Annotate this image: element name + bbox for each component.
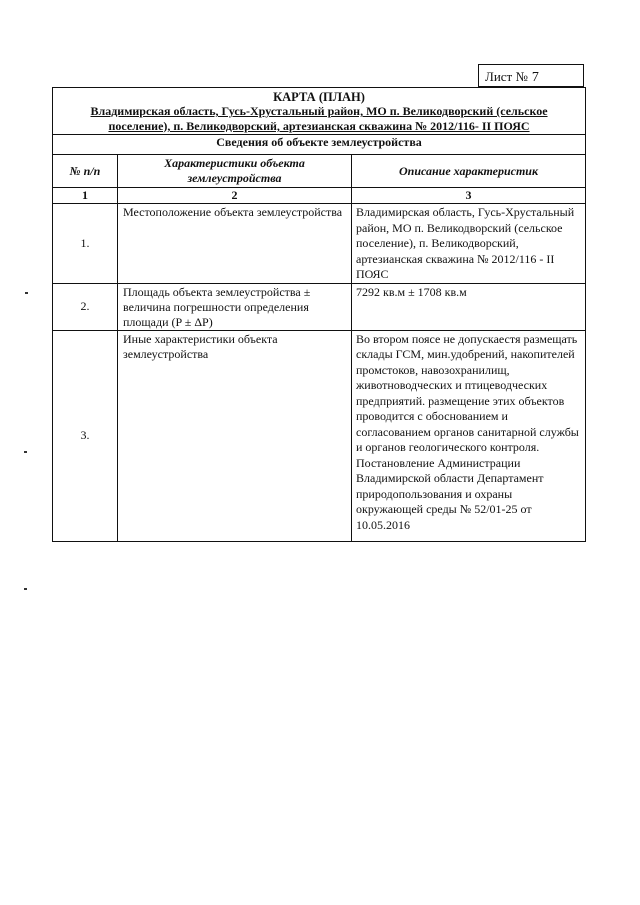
- sheet-number: 7: [531, 70, 539, 85]
- map-heading: КАРТА (ПЛАН): [273, 90, 365, 104]
- table-row: [53, 330, 586, 541]
- binding-hole-mark: [24, 588, 27, 590]
- sheet-label: Лист №: [485, 69, 528, 84]
- row-description: 7292 кв.м ± 1708 кв.м: [352, 283, 586, 330]
- row-description: Владимирская область, Гусь-Хрустальный район, МО п. Великодворский (сельское поселение), п. Великодворский, артезианская скважина № 2012/116 - II ПОЯС: [352, 204, 586, 284]
- table-row: [53, 283, 586, 330]
- row-characteristic: Местоположение объекта землеустройства: [118, 204, 352, 284]
- survey-table: [52, 87, 586, 542]
- row-description: Во втором поясе не допускаестя размещать склады ГСМ, мин.удобрений, накопителей промстоков, навозохранилищ, животноводческих и птицеводческих предприятий. размещение этих объектов проводится с обоснованием и согласованием органов санитарной службы и органов геологического контроля. Постановление Администрации Владимирской области Департамент природопользования и охраны окружающей среды № 52/01-25 от 10.05.2016: [352, 330, 586, 541]
- map-subtitle: Владимирская область, Гусь-Хрустальный район, МО п. Великодворский (сельское поселение), п. Великодворский, артезианская скважина № 2012/116- II ПОЯС: [90, 104, 548, 133]
- map-title-block: [53, 88, 586, 135]
- column-number-1: 1: [53, 188, 118, 204]
- binding-hole-mark: [24, 451, 27, 453]
- table-row: [53, 204, 586, 284]
- row-characteristic: Площадь объекта землеустройства ± величина погрешности определения площади (P ± ΔP): [118, 283, 352, 330]
- binding-hole-mark: [25, 292, 28, 294]
- column-number-3: 3: [352, 188, 586, 204]
- row-number: 2.: [53, 283, 118, 330]
- column-header-description: Описание характеристик: [352, 155, 586, 188]
- section-heading: Сведения об объекте землеустройства: [53, 135, 586, 155]
- column-header-num: № п/п: [53, 155, 118, 188]
- column-number-2: 2: [118, 188, 352, 204]
- sheet-number-box: [478, 64, 584, 87]
- row-number: 1.: [53, 204, 118, 284]
- row-characteristic: Иные характеристики объекта землеустройства: [118, 330, 352, 541]
- column-header-characteristics: Характеристики объекта землеустройства: [118, 155, 352, 188]
- row-number: 3.: [53, 330, 118, 541]
